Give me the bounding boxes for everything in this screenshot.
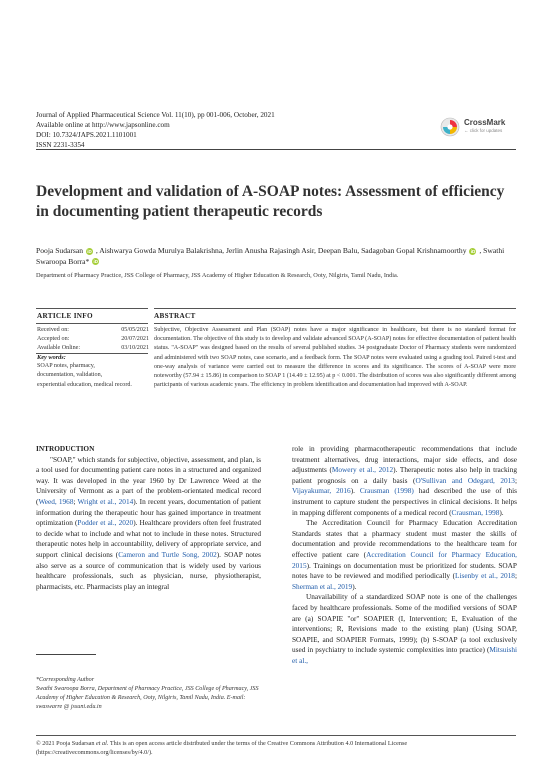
footnote-text: Swathi Swaroopa Borra, Department of Pharmacy Practice, JSS College of Pharmacy, JSS Academy of Higher Education & Research, Ooty, Nilgiris, Tamil Nadu, India. E-mail: swaswarre @ jssuni.edu.in xyxy=(36,685,259,710)
author-name: , Aishwarya Gowda Murulya Balakrishna, Jerlin Anusha Rajasingh Asir, Deepan Balu, Sadagoban Gopal Krishnamoorthy xyxy=(95,246,467,255)
citation-link[interactable]: Mowery et al., 2012 xyxy=(331,465,394,475)
journal-doi[interactable]: DOI: 10.7324/JAPS.2021.1101001 xyxy=(36,131,137,139)
corresponding-author-note xyxy=(36,676,261,712)
citation-link[interactable]: Cameron and Turtle Song, 2002 xyxy=(118,549,217,559)
abstract-text: Subjective, Objective Assessment and Plan (SOAP) notes have a major significance in healthcare, but there is no standard format for documentation. The objective of this study is to develop and validate advanced SOAP (A-SOAP) notes for effective documentation of patient health status. "A-SOAP" was designed based on the results of several published studies. 34 postgraduate Doctor of Pharmacy students were randomized and administered with two SOAP notes, case scenario, and a feedback form. The SOAP notes were evaluated using a grading tool. Paired t-test and one-way analysis of variance were carried out to measure the difference in scores and its significance. The scores of A-SOAP were more noteworthy (57.94 ± 15.86) in comparison to SOAP 1 (14.49 ± 12.95) at p < 0.001. The distribution of scores was also significantly different among participants of various academic years. The efficiency in problem identification and documentation had improved with A-SOAP. xyxy=(154,327,516,389)
citation-link[interactable]: Accreditation Council for Pharmacy Education, 2015 xyxy=(292,549,517,570)
journal-header xyxy=(36,110,275,150)
license-footer: © 2021 Pooja Sudarsan et al. This is an open access article distributed under the terms of the Creative Commons Attribution 4.0 International License (https://creativecommons.org/licenses/by/4.0/). xyxy=(36,740,408,756)
citation-link[interactable]: Sherman et al., 2019 xyxy=(292,581,353,591)
received-date: 05/05/2021 xyxy=(121,327,149,333)
accepted-label: Accepted on: xyxy=(37,336,70,343)
citation-link[interactable]: Wright et al., 2014 xyxy=(77,496,134,506)
crossmark-title: CrossMark xyxy=(464,118,506,127)
received-label: Received on: xyxy=(37,327,69,333)
author-list xyxy=(36,246,516,267)
intro-paragraph: "SOAP," which stands for subjective, objective, assessment, and plan, is a tool used for documenting patient care notes in a structured and organized way. It was developed in the year 1960 by Dr Lawrence Weed at the University of Vermont as a part of the problem-orientated medical record (Weed, 1968; Wright et al., 2014). In recent years, documentation of patient information during the therapeutic hour has gained importance in treatment optimization (Podder et al., 2020). Healthcare providers often feel frustrated to decide what to include and what not to include in these notes. Structured therapeutic notes help in accountability, delivery of appropriate service, and support clinical decisions (Cameron and Turtle Song, 2002). SOAP notes also serve as a source of communication that is widely used by various healthcare professionals, such as physician, nurse, physiotherapist, pharmacists, etc. Pharmacists play an integral xyxy=(36,454,262,591)
footnote-divider xyxy=(36,654,96,655)
body-paragraph: role in providing pharmacotherapeutic recommendations that include treatment alternatives, drug interactions, major side effects, and dose adjustments (Mowery et al., 2012). Therapeutic notes also help in tracking patient prognosis on a daily basis (O'Sullivan and Odegard, 2013; Vijayakumar, 2016). Crausman (1998) had described the use of this instrument to capture student the perspectives in clinical decisions. It helps in mapping different components of a medical record (Crausman, 1998). xyxy=(292,444,517,517)
citation-link[interactable]: Weed, 1968 xyxy=(38,496,74,506)
abstract-heading: ABSTRACT xyxy=(154,312,196,320)
accepted-date: 20/07/2021 xyxy=(121,336,149,343)
journal-issn: ISSN 2231-3354 xyxy=(36,141,85,149)
section-heading: INTRODUCTION xyxy=(36,444,95,453)
divider xyxy=(154,308,516,309)
article-dates xyxy=(37,326,149,354)
left-column xyxy=(36,444,261,592)
citation-link[interactable]: Crausman, 1998 xyxy=(451,507,500,517)
crossmark-subtitle: ← click for updates xyxy=(464,128,503,133)
body-paragraph: The Accreditation Council for Pharmacy Education Accreditation Standards states that a pharmacy student must master the skills of documentation and provide recommendations to the healthcare team for effective patient care (Accreditation Council for Pharmacy Education, 2015). Trainings on documentation must be prioritized for students. SOAP notes have to be reviewed and modified periodically (Lisenby et al., 2018; Sherman et al., 2019). xyxy=(292,518,517,591)
crossmark-icon xyxy=(440,117,460,137)
citation-link[interactable]: Mitsuishi et al., xyxy=(292,645,517,665)
keywords: SOAP notes, pharmacy, documentation, validation, experiential education, medical record. xyxy=(37,363,132,388)
orcid-icon[interactable]: iD xyxy=(87,248,92,254)
citation-link[interactable]: Crausman (1998) xyxy=(359,486,414,496)
orcid-icon[interactable]: iD xyxy=(470,248,476,254)
divider xyxy=(36,308,148,309)
header-divider xyxy=(36,149,516,150)
online-label: Available Online: xyxy=(37,345,81,352)
journal-citation: Journal of Applied Pharmaceutical Science Vol. 11(10), pp 001-006, October, 2021 xyxy=(36,111,275,119)
footer-divider xyxy=(36,735,516,736)
citation-link[interactable]: O'Sullivan and Odegard, 2013 xyxy=(415,475,515,485)
article-info-box xyxy=(36,292,516,389)
article-title: Development and validation of A-SOAP notes: Assessment of efficiency in documenting patient therapeutic records xyxy=(36,183,505,220)
body-paragraph: Unavailability of a standardized SOAP note is one of the challenges faced by healthcare professionals. Some of the modified versions of SOAP are (a) SOAPIE "or" SOAPIER (I, Intervention; E, Evaluation of the interventions; R, Revisions made to the existing plan) (Using SOAP, SOAPIE, and SOAPIER Formats, 1999); (b) S-SOAP (a tool exclusively used in psychiatry to include systemic complexities into practice) (Mitsuishi et al., xyxy=(292,592,517,665)
author-name: , Swathi Swaroopa Borra* xyxy=(36,246,505,266)
article-info-heading: ARTICLE INFO xyxy=(37,312,93,320)
footnote-label: *Corresponding Author xyxy=(36,677,95,683)
citation-link[interactable]: Lisenby et al., 2018 xyxy=(455,571,515,581)
online-date: 03/10/2021 xyxy=(121,345,149,352)
crossmark-badge[interactable] xyxy=(440,115,518,139)
journal-url[interactable]: Available online at http://www.japsonline.com xyxy=(36,121,170,129)
keywords-heading: Key words: xyxy=(37,354,66,361)
affiliation: Department of Pharmacy Practice, JSS College of Pharmacy, JSS Academy of Higher Education & Research, Ooty, Nilgiris, Tamil Nadu, India. xyxy=(36,272,399,279)
citation-link[interactable]: Podder et al., 2020 xyxy=(77,518,134,528)
divider xyxy=(36,323,148,324)
citation-link[interactable]: Vijayakumar, 2016 xyxy=(292,486,351,496)
orcid-icon[interactable]: iD xyxy=(93,259,99,265)
author-name: Pooja Sudarsan xyxy=(36,246,84,255)
divider xyxy=(154,323,516,324)
right-column xyxy=(292,444,517,666)
